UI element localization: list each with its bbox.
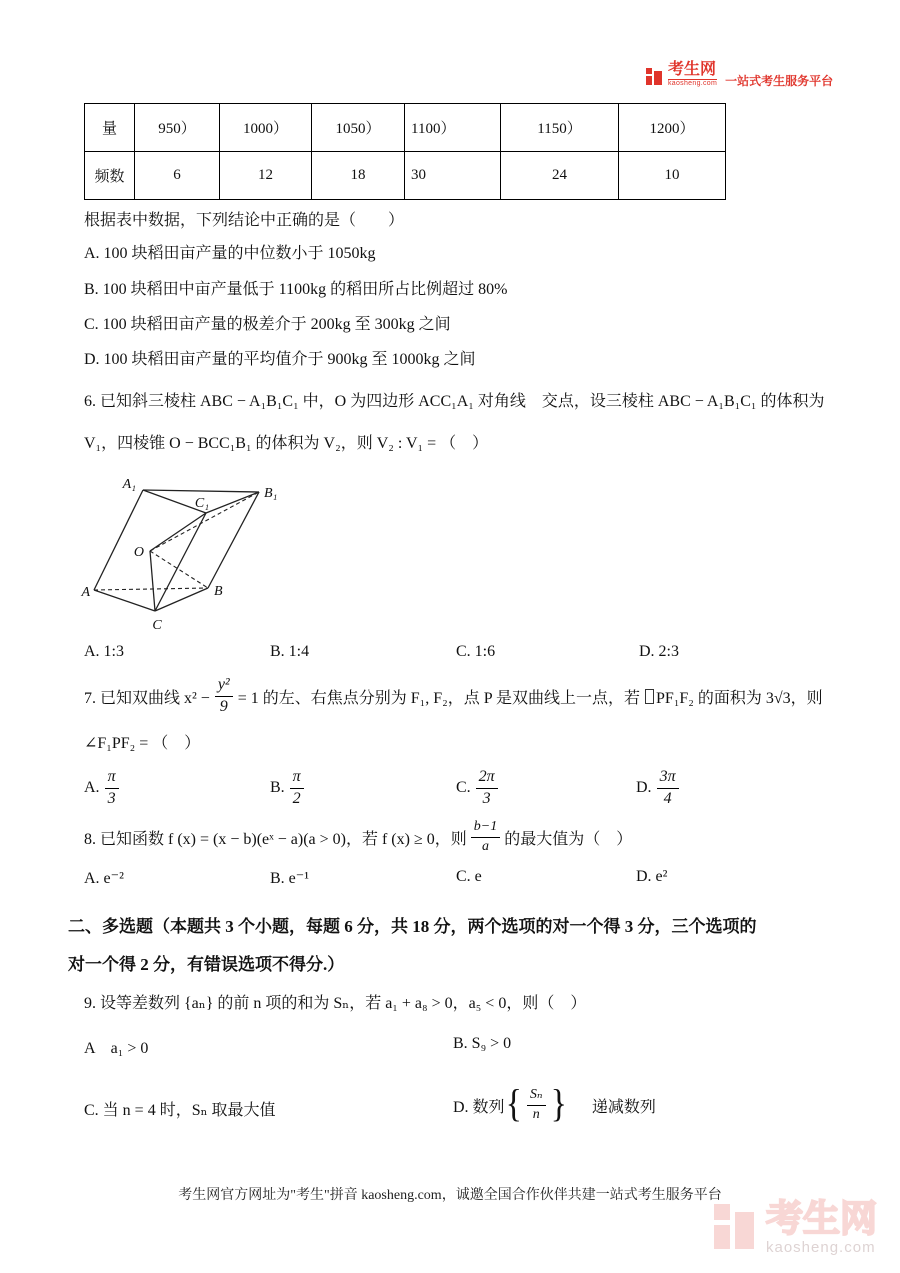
logo-domain: kaosheng.com — [668, 80, 718, 87]
question-6-stem-line2: V₁，四棱锥 O − BCC₁B₁ 的体积为 V₂，则 V₂ : V₁ = （ ） — [84, 435, 489, 452]
table-cell: 1200） — [619, 104, 726, 152]
table-row — [85, 104, 726, 152]
three-pi-over-4-fraction — [657, 768, 679, 808]
q7-fraction — [215, 676, 233, 716]
option-label: D. — [636, 779, 652, 796]
fraction-denominator: 3 — [482, 789, 491, 807]
q9-d-close-brace: } — [550, 1083, 567, 1126]
q9-d-fraction-numerator: Sₙ — [527, 1087, 546, 1105]
fraction-numerator: 2π — [476, 768, 498, 788]
table-cell: 频数 — [85, 152, 135, 200]
question-9-option-b: B. S₉ > 0 — [453, 1035, 512, 1052]
question-6-option-b: B. 1:4 — [270, 643, 310, 660]
kaosheng-watermark — [714, 1200, 877, 1255]
kaosheng-logo-icon — [646, 68, 663, 85]
table-cell: 10 — [619, 152, 726, 200]
q9-d-open-brace: { — [505, 1083, 522, 1126]
question-5-option-c: C. 100 块稻田亩产量的极差介于 200kg 至 300kg 之间 — [84, 316, 451, 333]
q9-d-prefix: D. 数列 — [453, 1098, 505, 1116]
q8-fraction-denominator: a — [481, 838, 489, 854]
vertex-label-b: B — [214, 584, 223, 599]
watermark-brand: 考生网 — [766, 1198, 877, 1239]
option-label: A. — [84, 779, 100, 796]
fraction-numerator: π — [105, 768, 119, 788]
q7-stem-suffix: PF₁F₂ 的面积为 3√3，则 — [656, 689, 823, 707]
fraction-numerator: π — [290, 768, 304, 788]
table-cell: 30 — [405, 152, 501, 200]
table-cell: 量 — [85, 104, 135, 152]
prism-figure — [78, 472, 298, 642]
question-5-option-a: A. 100 块稻田亩产量的中位数小于 1050kg — [84, 245, 376, 262]
fraction-denominator: 3 — [107, 789, 116, 807]
option-label: C. — [456, 779, 471, 796]
table-cell: 1100） — [405, 104, 501, 152]
q8-stem-suffix: 的最大值为（ ） — [504, 830, 633, 848]
question-6-option-d: D. 2:3 — [639, 643, 679, 660]
question-7-stem-line2: ∠F₁PF₂ = （ ） — [84, 735, 201, 752]
table-cell: 24 — [501, 152, 619, 200]
question-5-option-d: D. 100 块稻田亩产量的平均值介于 900kg 至 1000kg 之间 — [84, 351, 476, 368]
question-9-option-a: A a₁ > 0 — [84, 1040, 149, 1057]
question-8-option-a: A. e⁻² — [84, 870, 124, 887]
question-8-stem — [84, 818, 632, 856]
question-5-option-b: B. 100 块稻田中亩产量低于 1100kg 的稻田所占比例超过 80% — [84, 281, 508, 298]
question-7-option-d — [636, 765, 684, 811]
table-cell: 950） — [135, 104, 220, 152]
question-8-option-d: D. e² — [636, 868, 668, 885]
pi-over-2-fraction — [290, 768, 304, 808]
question-6-stem-line1: 6. 已知斜三棱柱 ABC − A₁B₁C₁ 中，O 为四边形 ACC₁A₁ 对角线 交点，设三棱柱 ABC − A₁B₁C₁ 的体积为 — [84, 393, 825, 410]
question-7-stem — [84, 672, 823, 720]
logo-brand-name: 考生网 — [668, 61, 717, 78]
fraction-denominator: 4 — [663, 789, 672, 807]
frequency-table — [84, 103, 726, 200]
question-5-stem: 根据表中数据，下列结论中正确的是（ ） — [84, 212, 405, 229]
q9-d-suffix: 递减数列 — [591, 1098, 656, 1116]
q7-stem-prefix: 7. 已知双曲线 x² − — [84, 689, 210, 707]
q7-fraction-numerator: y² — [215, 676, 233, 696]
question-6-option-c: C. 1:6 — [456, 643, 496, 660]
section-2-header-line2: 对一个得 2 分，有错误选项不得分.） — [68, 955, 345, 974]
vertex-label-c1: C₁ — [194, 496, 210, 511]
q9-d-fraction-denominator: n — [532, 1106, 540, 1122]
question-8-option-b: B. e⁻¹ — [270, 870, 310, 887]
vertex-label-a1: A₁ — [122, 477, 136, 492]
vertex-label-a: A — [81, 585, 90, 600]
fraction-numerator: 3π — [657, 768, 679, 788]
logo-text — [668, 62, 717, 87]
kaosheng-watermark-icon — [714, 1204, 758, 1254]
vertex-label-o: O — [133, 545, 144, 560]
table-cell: 6 — [135, 152, 220, 200]
section-2-header-line1: 二、多选题（本题共 3 个小题，每题 6 分，共 18 分，两个选项的对一个得 3 分，三个选项的 — [68, 917, 757, 936]
watermark-text — [766, 1200, 877, 1255]
table-row — [85, 152, 726, 200]
two-pi-over-3-fraction — [476, 768, 498, 808]
q8-fraction-numerator: b−1 — [471, 819, 500, 837]
table-cell: 1150） — [501, 104, 619, 152]
prism-solid-edges — [94, 490, 259, 611]
vertex-label-b1: B₁ — [264, 486, 278, 501]
q7-stem-mid: = 1 的左、右焦点分别为 F₁, F₂，点 P 是双曲线上一点，若 — [237, 689, 641, 707]
prism-dashed-edges — [94, 492, 259, 590]
logo-tagline: 一站式考生服务平台 — [725, 74, 834, 88]
q7-fraction-denominator: 9 — [219, 697, 228, 715]
table-cell: 12 — [220, 152, 312, 200]
question-7-option-b — [270, 765, 309, 811]
table-cell: 18 — [312, 152, 405, 200]
question-7-option-a — [84, 765, 124, 811]
q8-stem-prefix: 8. 已知函数 f (x) = (x − b)(eˣ − a)(a > 0)，若 f (x) ≥ 0，则 — [84, 830, 467, 848]
question-9-option-c: C. 当 n = 4 时，Sₙ 取最大值 — [84, 1102, 276, 1119]
question-9-stem: 9. 设等差数列 {aₙ} 的前 n 项的和为 Sₙ，若 a₁ + a₈ > 0，a₅ < 0，则（ ） — [84, 995, 587, 1012]
table-cell: 1050） — [312, 104, 405, 152]
question-8-option-c: C. e — [456, 868, 482, 885]
q9-d-fraction — [527, 1087, 546, 1122]
question-9-option-d — [453, 1080, 656, 1130]
vertex-label-c: C — [152, 618, 162, 633]
kaosheng-logo — [646, 62, 833, 89]
table-cell: 1000） — [220, 104, 312, 152]
q8-fraction — [471, 819, 500, 854]
question-7-option-c — [456, 765, 503, 811]
question-6-option-a: A. 1:3 — [84, 643, 124, 660]
footer-text: 考生网官方网址为"考生"拼音 kaosheng.com，诚邀全国合作伙伴共建一站式考生服务平台 — [178, 1188, 722, 1203]
option-label: B. — [270, 779, 285, 796]
fraction-denominator: 2 — [292, 789, 301, 807]
watermark-domain: kaosheng.com — [766, 1239, 876, 1256]
missing-glyph-box — [645, 689, 654, 704]
pi-over-3-fraction — [105, 768, 119, 808]
